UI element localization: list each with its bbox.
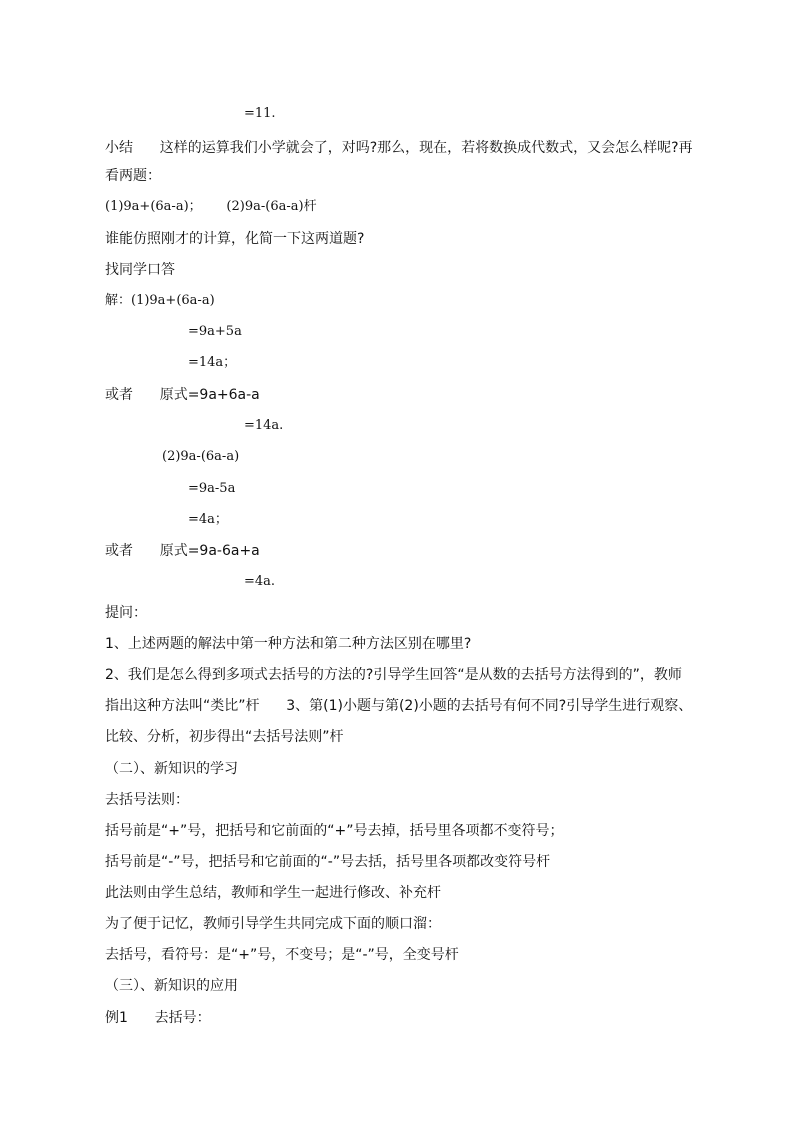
section-2-heading: （二）、新知识的学习	[105, 761, 238, 777]
section-3-heading: （三）、新知识的应用	[105, 978, 238, 994]
alternative-1-line: 或者 原式=9a+6a-a	[105, 387, 260, 403]
problem-statement-line: (1)9a+(6a-a)； (2)9a-(6a-a)杆	[105, 199, 317, 214]
mnemonic-intro: 为了便于记忆，教师引导学生共同完成下面的顺口溜：	[105, 916, 441, 932]
rule-minus: 括号前是“-”号，把括号和它前面的“-”号去括，括号里各项都改变符号杆	[105, 854, 551, 870]
summary-paragraph: 小结 这样的运算我们小学就会了，对吗?那么，现在，若将数换成代数式，又会怎么样呢?再看两题：	[105, 140, 693, 184]
alternative-2-line: 或者 原式=9a-6a+a	[105, 543, 260, 559]
solution-2-step-1: =9a-5a	[188, 481, 236, 496]
question-1: 1、上述两题的解法中第一种方法和第二种方法区别在哪里?	[105, 636, 472, 652]
question-line: 谁能仿照刚才的计算，化简一下这两道题?	[105, 231, 365, 247]
alternative-2-result: =4a.	[244, 574, 276, 589]
solution-1-step-1: =9a+5a	[188, 324, 242, 339]
question-2-paragraph: 2、我们是怎么得到多项式去括号的方法的?引导学生回答“是从数的去括号方法得到的”，教师指出这种方法叫“类比”杆 3、第(1)小题与第(2)小题的去括号有何不同?引导学生进行观察、比较、分析，初步得出“去括号法则”杆	[105, 667, 693, 745]
example-1-line: 例1 去括号：	[105, 1010, 211, 1026]
solution-1-step-2: =14a；	[188, 355, 237, 370]
solution-2-start: (2)9a-(6a-a)	[162, 449, 240, 464]
rule-heading: 去括号法则：	[105, 792, 189, 808]
mnemonic-text: 去括号，看符号：是“+”号，不变号；是“-”号，全变号杆	[105, 947, 459, 963]
rule-note: 此法则由学生总结，教师和学生一起进行修改、补充杆	[105, 885, 441, 901]
solution-2-step-2: =4a；	[188, 512, 228, 527]
oral-answer-line: 找同学口答	[105, 262, 175, 278]
questions-heading: 提问：	[105, 605, 147, 621]
rule-plus: 括号前是“+”号，把括号和它前面的“+”号去掉，括号里各项都不变符号；	[105, 823, 564, 839]
alternative-1-result: =14a.	[244, 418, 284, 433]
solution-1-start: 解：(1)9a+(6a-a)	[105, 293, 215, 308]
calc-result-line: =11.	[244, 106, 276, 121]
